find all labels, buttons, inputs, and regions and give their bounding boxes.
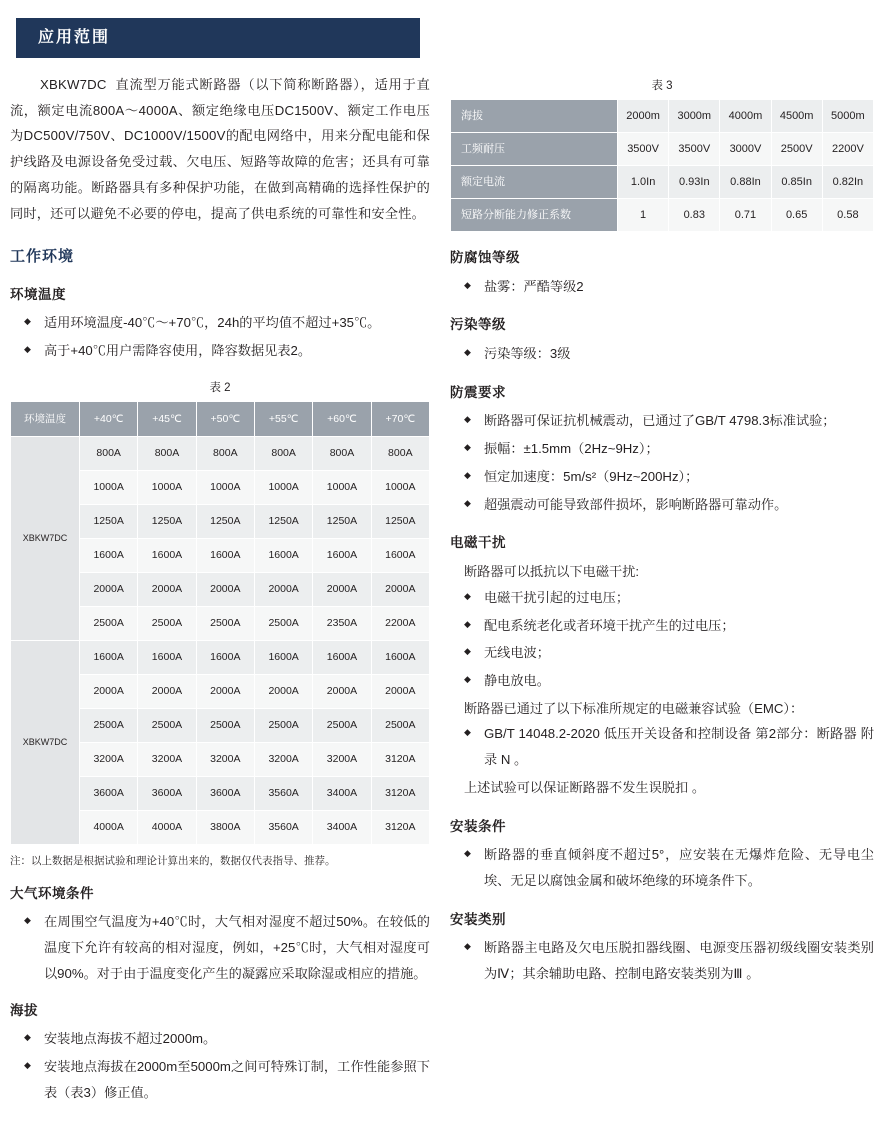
right-column <box>450 62 874 989</box>
cell: 2500A <box>254 606 312 640</box>
cell: 2500V <box>771 133 822 166</box>
col-header: +50℃ <box>196 401 254 436</box>
subsection-atmospheric-conditions: 大气环境条件 <box>10 885 94 901</box>
row-header: 工频耐压 <box>451 133 618 166</box>
section-working-environment: 工作环境 <box>10 248 75 266</box>
cell: 3500V <box>669 133 720 166</box>
cell: 800A <box>313 436 371 470</box>
cell: 4000A <box>138 810 196 844</box>
cell: 3000V <box>720 133 771 166</box>
col-header: +40℃ <box>80 401 138 436</box>
section-banner <box>10 18 420 58</box>
subsection-installation-conditions: 安装条件 <box>450 818 506 834</box>
col-header: +45℃ <box>138 401 196 436</box>
list-item: ◆ 配电系统老化或者环境干扰产生的过电压； <box>450 613 874 639</box>
table-row <box>451 100 874 133</box>
group-label: XBKW7DC <box>11 436 80 640</box>
list-item: ◆ GB/T 14048.2-2020 低压开关设备和控制设备 第2部分：断路器 附录 N 。 <box>450 721 874 772</box>
cell: 1250A <box>371 504 429 538</box>
table-2-derating <box>10 401 430 845</box>
cell: 2500A <box>371 708 429 742</box>
cell: 3120A <box>371 742 429 776</box>
table-3-altitude-correction <box>450 99 874 232</box>
list-item: ◆ 超强震动可能导致部件损坏，影响断路器可靠动作。 <box>450 492 874 518</box>
row-header: 短路分断能力修正系数 <box>451 199 618 232</box>
cell: 2000A <box>313 572 371 606</box>
cell: 3400A <box>313 776 371 810</box>
cell: 1000A <box>254 470 312 504</box>
subsection-shock-requirements: 防震要求 <box>450 384 506 400</box>
table2-note: 注：以上数据是根据试验和理论计算出来的，数据仅代表指导、推荐。 <box>10 854 336 867</box>
subsection-emi: 电磁干扰 <box>450 535 506 551</box>
list-item: ◆ 无线电波； <box>450 640 874 666</box>
table2-caption: 表 2 <box>209 381 231 394</box>
cell: 2000A <box>138 674 196 708</box>
cell: 2350A <box>313 606 371 640</box>
atmospheric-conditions-list <box>10 909 430 986</box>
col-header: +55℃ <box>254 401 312 436</box>
cell: 2500A <box>138 708 196 742</box>
cell: 4000A <box>80 810 138 844</box>
cell: 2200V <box>822 133 873 166</box>
cell: 2500A <box>196 606 254 640</box>
emi-list <box>450 585 874 694</box>
cell: 1600A <box>138 538 196 572</box>
cell: 3600A <box>80 776 138 810</box>
row-header: 额定电流 <box>451 166 618 199</box>
cell: 0.65 <box>771 199 822 232</box>
cell: 1600A <box>80 538 138 572</box>
cell: 0.83 <box>669 199 720 232</box>
cell: 2500A <box>138 606 196 640</box>
cell: 5000m <box>822 100 873 133</box>
list-item: ◆ 振幅：±1.5mm（2Hz~9Hz）； <box>450 436 874 462</box>
intro-paragraph <box>10 72 430 226</box>
cell: 1600A <box>196 538 254 572</box>
cell: 1250A <box>196 504 254 538</box>
cell: 2000A <box>254 572 312 606</box>
cell: 0.93In <box>669 166 720 199</box>
list-item: ◆ 电磁干扰引起的过电压； <box>450 585 874 611</box>
table3-caption: 表 3 <box>651 80 673 92</box>
cell: 2000A <box>371 572 429 606</box>
col-header: +70℃ <box>371 401 429 436</box>
cell: 2000m <box>618 100 669 133</box>
left-column <box>10 72 430 1107</box>
installation-conditions-list <box>450 842 874 893</box>
cell: 800A <box>371 436 429 470</box>
cell: 3200A <box>80 742 138 776</box>
shock-list <box>450 408 874 517</box>
list-item: ◆ 断路器主电路及欠电压脱扣器线圈、电源变压器初级线圈安装类别为Ⅳ；其余辅助电路、控制电路安装类别为Ⅲ 。 <box>450 935 874 986</box>
page-title: 应用范围 <box>38 29 111 46</box>
product-model: XBKW7DC <box>40 77 107 92</box>
cell: 3200A <box>196 742 254 776</box>
cell: 3600A <box>196 776 254 810</box>
col-header: +60℃ <box>313 401 371 436</box>
row-header: 海拔 <box>451 100 618 133</box>
subsection-corrosion-resistance: 防腐蚀等级 <box>450 250 520 266</box>
installation-category-list <box>450 935 874 986</box>
cell: 1600A <box>371 640 429 674</box>
cell: 3200A <box>138 742 196 776</box>
banner-accent-bar <box>10 18 16 58</box>
table-row <box>451 133 874 166</box>
cell: 3800A <box>196 810 254 844</box>
subsection-pollution-degree: 污染等级 <box>450 317 506 333</box>
cell: 2000A <box>371 674 429 708</box>
cell: 2500A <box>80 606 138 640</box>
table-row <box>451 199 874 232</box>
cell: 4000m <box>720 100 771 133</box>
cell: 2500A <box>313 708 371 742</box>
cell: 1250A <box>80 504 138 538</box>
list-item: ◆ 恒定加速度：5m/s²（9Hz~200Hz）； <box>450 464 874 490</box>
cell: 1 <box>618 199 669 232</box>
cell: 2000A <box>313 674 371 708</box>
table-header-row <box>11 401 430 436</box>
list-item: ◆ 在周围空气温度为+40℃时，大气相对湿度不超过50%。在较低的温度下允许有较高的相对湿度，例如，+25℃时，大气相对湿度可以90%。对于由于温度变化产生的凝露应采取除湿或相应的措施。 <box>10 909 430 986</box>
cell: 4500m <box>771 100 822 133</box>
subsection-installation-category: 安装类别 <box>450 911 506 927</box>
cell: 3200A <box>313 742 371 776</box>
cell: 1600A <box>196 640 254 674</box>
cell: 0.88In <box>720 166 771 199</box>
cell: 3120A <box>371 810 429 844</box>
cell: 2000A <box>196 674 254 708</box>
list-item: ◆ 断路器的垂直倾斜度不超过5°，应安装在无爆炸危险、无导电尘埃、无足以腐蚀金属和破坏绝缘的环境条件下。 <box>450 842 874 893</box>
cell: 0.58 <box>822 199 873 232</box>
cell: 3600A <box>138 776 196 810</box>
corrosion-list <box>450 274 874 300</box>
emi-tail-text: 上述试验可以保证断路器不发生误脱扣 。 <box>464 779 706 795</box>
cell: 1600A <box>371 538 429 572</box>
cell: 2000A <box>254 674 312 708</box>
list-item: ◆ 盐雾：严酷等级2 <box>450 274 874 300</box>
cell: 0.82In <box>822 166 873 199</box>
cell: 3560A <box>254 810 312 844</box>
list-item: ◆ 静电放电。 <box>450 668 874 694</box>
cell: 0.85In <box>771 166 822 199</box>
list-item: ◆ 安装地点海拔不超过2000m。 <box>10 1026 430 1052</box>
cell: 2500A <box>80 708 138 742</box>
cell: 1000A <box>196 470 254 504</box>
cell: 0.71 <box>720 199 771 232</box>
cell: 2200A <box>371 606 429 640</box>
list-item: ◆ 适用环境温度-40℃～+70℃，24h的平均值不超过+35℃。 <box>10 310 430 336</box>
cell: 3120A <box>371 776 429 810</box>
cell: 3200A <box>254 742 312 776</box>
cell: 800A <box>196 436 254 470</box>
cell: 3400A <box>313 810 371 844</box>
cell: 2500A <box>254 708 312 742</box>
cell: 1600A <box>80 640 138 674</box>
list-item: ◆ 断路器可保证抗机械震动，已通过了GB/T 4798.3标准试验； <box>450 408 874 434</box>
col-header: 环境温度 <box>11 401 80 436</box>
cell: 1600A <box>138 640 196 674</box>
cell: 1000A <box>138 470 196 504</box>
cell: 3560A <box>254 776 312 810</box>
cell: 800A <box>80 436 138 470</box>
intro-text: 直流型万能式断路器（以下简称断路器），适用于直流，额定电流800A～4000A、额定绝缘电压DC1500V、额定工作电压为DC500V/750V、DC1000V/1500V的配电网络中，用来分配电能和保护线路及电源设备免受过载、欠电压、短路等故障的危害；还具有可靠的隔离功能。断路器具有多种保护功能，在做到高精确的选择性保护的同时，还可以避免不必要的停电，提高了供电系统的可靠性和安全性。 <box>10 77 430 221</box>
emi-lead-text: 断路器可以抵抗以下电磁干扰: <box>464 564 640 580</box>
altitude-list <box>10 1026 430 1105</box>
cell: 2000A <box>196 572 254 606</box>
subsection-ambient-temperature: 环境温度 <box>10 286 66 302</box>
cell: 1000A <box>371 470 429 504</box>
cell: 1250A <box>313 504 371 538</box>
group-label: XBKW7DC <box>11 640 80 844</box>
emi-standards-list <box>450 721 874 772</box>
cell: 800A <box>138 436 196 470</box>
cell: 3000m <box>669 100 720 133</box>
cell: 800A <box>254 436 312 470</box>
cell: 3500V <box>618 133 669 166</box>
cell: 1250A <box>254 504 312 538</box>
table-row <box>11 436 430 470</box>
cell: 2000A <box>138 572 196 606</box>
cell: 1600A <box>254 640 312 674</box>
subsection-altitude: 海拔 <box>10 1002 38 1018</box>
cell: 1600A <box>254 538 312 572</box>
list-item: ◆ 高于+40℃用户需降容使用，降容数据见表2。 <box>10 338 430 364</box>
cell: 2000A <box>80 572 138 606</box>
cell: 1250A <box>138 504 196 538</box>
list-item: ◆ 污染等级：3级 <box>450 341 874 367</box>
table-row <box>451 166 874 199</box>
table-row <box>11 640 430 674</box>
cell: 1600A <box>313 538 371 572</box>
cell: 2500A <box>196 708 254 742</box>
cell: 2000A <box>80 674 138 708</box>
list-item: ◆ 安装地点海拔在2000m至5000m之间可特殊订制，工作性能参照下表（表3）修正值。 <box>10 1054 430 1105</box>
ambient-temperature-list <box>10 310 430 363</box>
pollution-list <box>450 341 874 367</box>
cell: 1000A <box>80 470 138 504</box>
cell: 1000A <box>313 470 371 504</box>
cell: 1600A <box>313 640 371 674</box>
emi-standards-lead: 断路器已通过了以下标准所规定的电磁兼容试验（EMC）： <box>464 700 804 716</box>
cell: 1.0In <box>618 166 669 199</box>
